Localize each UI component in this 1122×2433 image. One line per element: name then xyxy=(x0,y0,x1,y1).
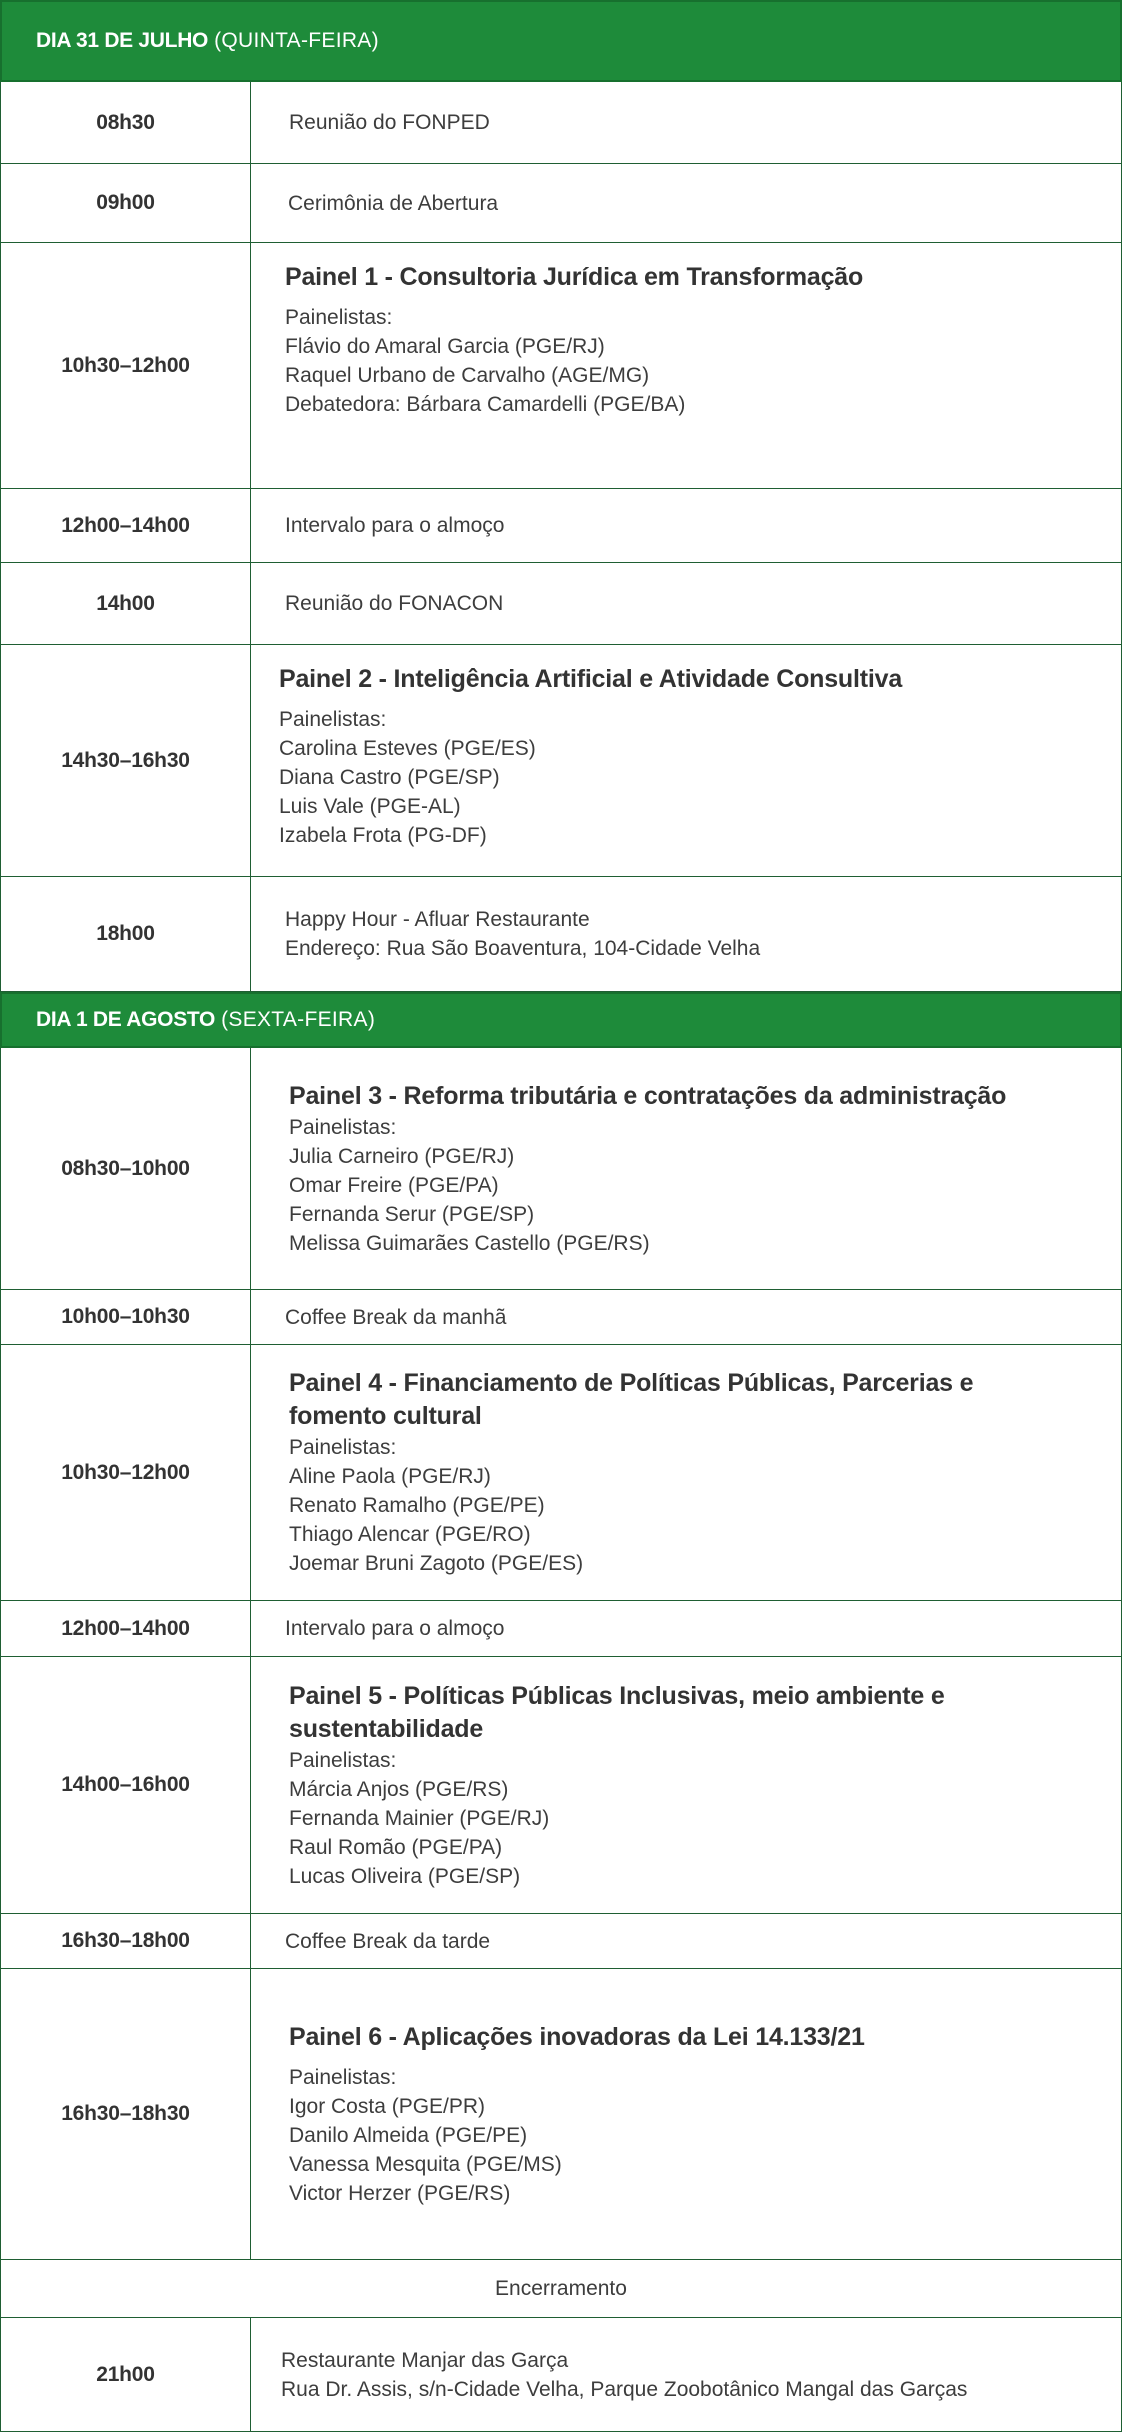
row-text: Coffee Break da manhã xyxy=(285,1305,507,1329)
schedule-row xyxy=(0,1914,1122,1969)
schedule-row xyxy=(0,489,1122,563)
panelist: Fernanda Mainier (PGE/RJ) xyxy=(289,1806,550,1830)
panelist: Raquel Urbano de Carvalho (AGE/MG) xyxy=(285,364,650,387)
closing-row xyxy=(0,2260,1122,2318)
row-time: 09h00 xyxy=(1,164,251,242)
panelist: Aline Paola (PGE/RJ) xyxy=(289,1465,491,1488)
row-time: 08h30–10h00 xyxy=(1,1048,251,1289)
row-time: 21h00 xyxy=(1,2318,251,2431)
day-header-1-agosto xyxy=(0,992,1122,1048)
row-line: Rua Dr. Assis, s/n-Cidade Velha, Parque Zoobotânico Mangal das Garças xyxy=(281,2377,968,2401)
panelist: Luis Vale (PGE-AL) xyxy=(279,795,461,818)
row-text: Reunião do FONPED xyxy=(289,111,490,134)
row-time: 14h30–16h30 xyxy=(1,645,251,876)
row-time: 16h30–18h00 xyxy=(1,1914,251,1968)
panelist: Carolina Esteves (PGE/ES) xyxy=(279,737,536,760)
panelist: Victor Herzer (PGE/RS) xyxy=(289,2181,511,2205)
schedule-row xyxy=(0,82,1122,164)
schedule-row xyxy=(0,1290,1122,1345)
day-subtitle: (SEXTA-FEIRA) xyxy=(221,1008,376,1031)
panel-title: Painel 5 - Políticas Públicas Inclusivas, meio ambiente e sustentabilidade xyxy=(289,1681,945,1743)
schedule-row xyxy=(0,1601,1122,1657)
panelist: Diana Castro (PGE/SP) xyxy=(279,766,500,789)
panelist: Márcia Anjos (PGE/RS) xyxy=(289,1777,509,1801)
row-line: Restaurante Manjar das Garça xyxy=(281,2348,569,2372)
panelist: Igor Costa (PGE/PR) xyxy=(289,2094,486,2118)
day-title: DIA 1 DE AGOSTO xyxy=(36,1008,216,1031)
row-text: Cerimônia de Abertura xyxy=(288,191,499,215)
schedule-row-panel xyxy=(0,1657,1122,1914)
panelists-label: Painelistas: xyxy=(289,1436,397,1459)
panelists-label: Painelistas: xyxy=(289,1115,397,1139)
row-text: Intervalo para o almoço xyxy=(285,1617,505,1640)
schedule-row-panel xyxy=(0,1969,1122,2260)
panelist: Omar Freire (PGE/PA) xyxy=(289,1173,499,1197)
row-time: 16h30–18h30 xyxy=(1,1969,251,2259)
panelist: Danilo Almeida (PGE/PE) xyxy=(289,2123,528,2147)
row-time: 18h00 xyxy=(1,877,251,991)
panelist: Flávio do Amaral Garcia (PGE/RJ) xyxy=(285,335,605,358)
row-time: 14h00 xyxy=(1,563,251,644)
row-time: 12h00–14h00 xyxy=(1,1601,251,1656)
panelist: Raul Romão (PGE/PA) xyxy=(289,1835,503,1859)
panelist: Izabela Frota (PG-DF) xyxy=(279,824,487,847)
schedule-row xyxy=(0,563,1122,645)
panelist: Julia Carneiro (PGE/RJ) xyxy=(289,1144,515,1168)
row-line: Happy Hour - Afluar Restaurante xyxy=(285,908,590,931)
panel-title: Painel 2 - Inteligência Artificial e Atividade Consultiva xyxy=(279,665,903,693)
row-text: Coffee Break da tarde xyxy=(285,1929,491,1953)
row-line: Endereço: Rua São Boaventura, 104-Cidade Velha xyxy=(285,937,761,960)
panel-title: Painel 6 - Aplicações inovadoras da Lei 14.133/21 xyxy=(289,2022,865,2051)
schedule-row-panel xyxy=(0,243,1122,489)
panelist: Thiago Alencar (PGE/RO) xyxy=(289,1523,531,1546)
row-text: Intervalo para o almoço xyxy=(285,514,505,537)
panelists-label: Painelistas: xyxy=(285,306,393,329)
day-title: DIA 31 DE JULHO xyxy=(36,29,209,52)
schedule-row-panel xyxy=(0,645,1122,877)
row-time: 10h30–12h00 xyxy=(1,1345,251,1600)
row-time: 10h00–10h30 xyxy=(1,1290,251,1344)
panel-title: Painel 3 - Reforma tributária e contratações da administração xyxy=(289,1081,1007,1110)
row-time: 08h30 xyxy=(1,82,251,163)
panelist: Debatedora: Bárbara Camardelli (PGE/BA) xyxy=(285,393,686,416)
panelist: Lucas Oliveira (PGE/SP) xyxy=(289,1864,521,1888)
day-header-31-julho xyxy=(0,0,1122,82)
panelists-label: Painelistas: xyxy=(289,2065,397,2089)
schedule-row-panel xyxy=(0,1345,1122,1601)
panelist: Joemar Bruni Zagoto (PGE/ES) xyxy=(289,1552,584,1575)
row-time: 14h00–16h00 xyxy=(1,1657,251,1913)
schedule-row-panel xyxy=(0,1048,1122,1290)
panelist: Vanessa Mesquita (PGE/MS) xyxy=(289,2152,562,2176)
row-text: Reunião do FONACON xyxy=(285,592,504,615)
panelists-label: Painelistas: xyxy=(289,1748,397,1772)
panelists-label: Painelistas: xyxy=(279,708,387,731)
day-subtitle: (QUINTA-FEIRA) xyxy=(214,29,379,52)
panelist: Melissa Guimarães Castello (PGE/RS) xyxy=(289,1231,650,1255)
panelist: Renato Ramalho (PGE/PE) xyxy=(289,1494,545,1517)
closing-text: Encerramento xyxy=(495,2276,627,2300)
row-time: 10h30–12h00 xyxy=(1,243,251,488)
schedule-row xyxy=(0,164,1122,243)
panel-title: Painel 1 - Consultoria Jurídica em Transformação xyxy=(285,263,864,291)
panel-title: Painel 4 - Financiamento de Políticas Públicas, Parcerias e fomento cultural xyxy=(289,1369,974,1430)
row-time: 12h00–14h00 xyxy=(1,489,251,562)
schedule-row xyxy=(0,877,1122,992)
panelist: Fernanda Serur (PGE/SP) xyxy=(289,1202,535,1226)
schedule-row xyxy=(0,2318,1122,2432)
